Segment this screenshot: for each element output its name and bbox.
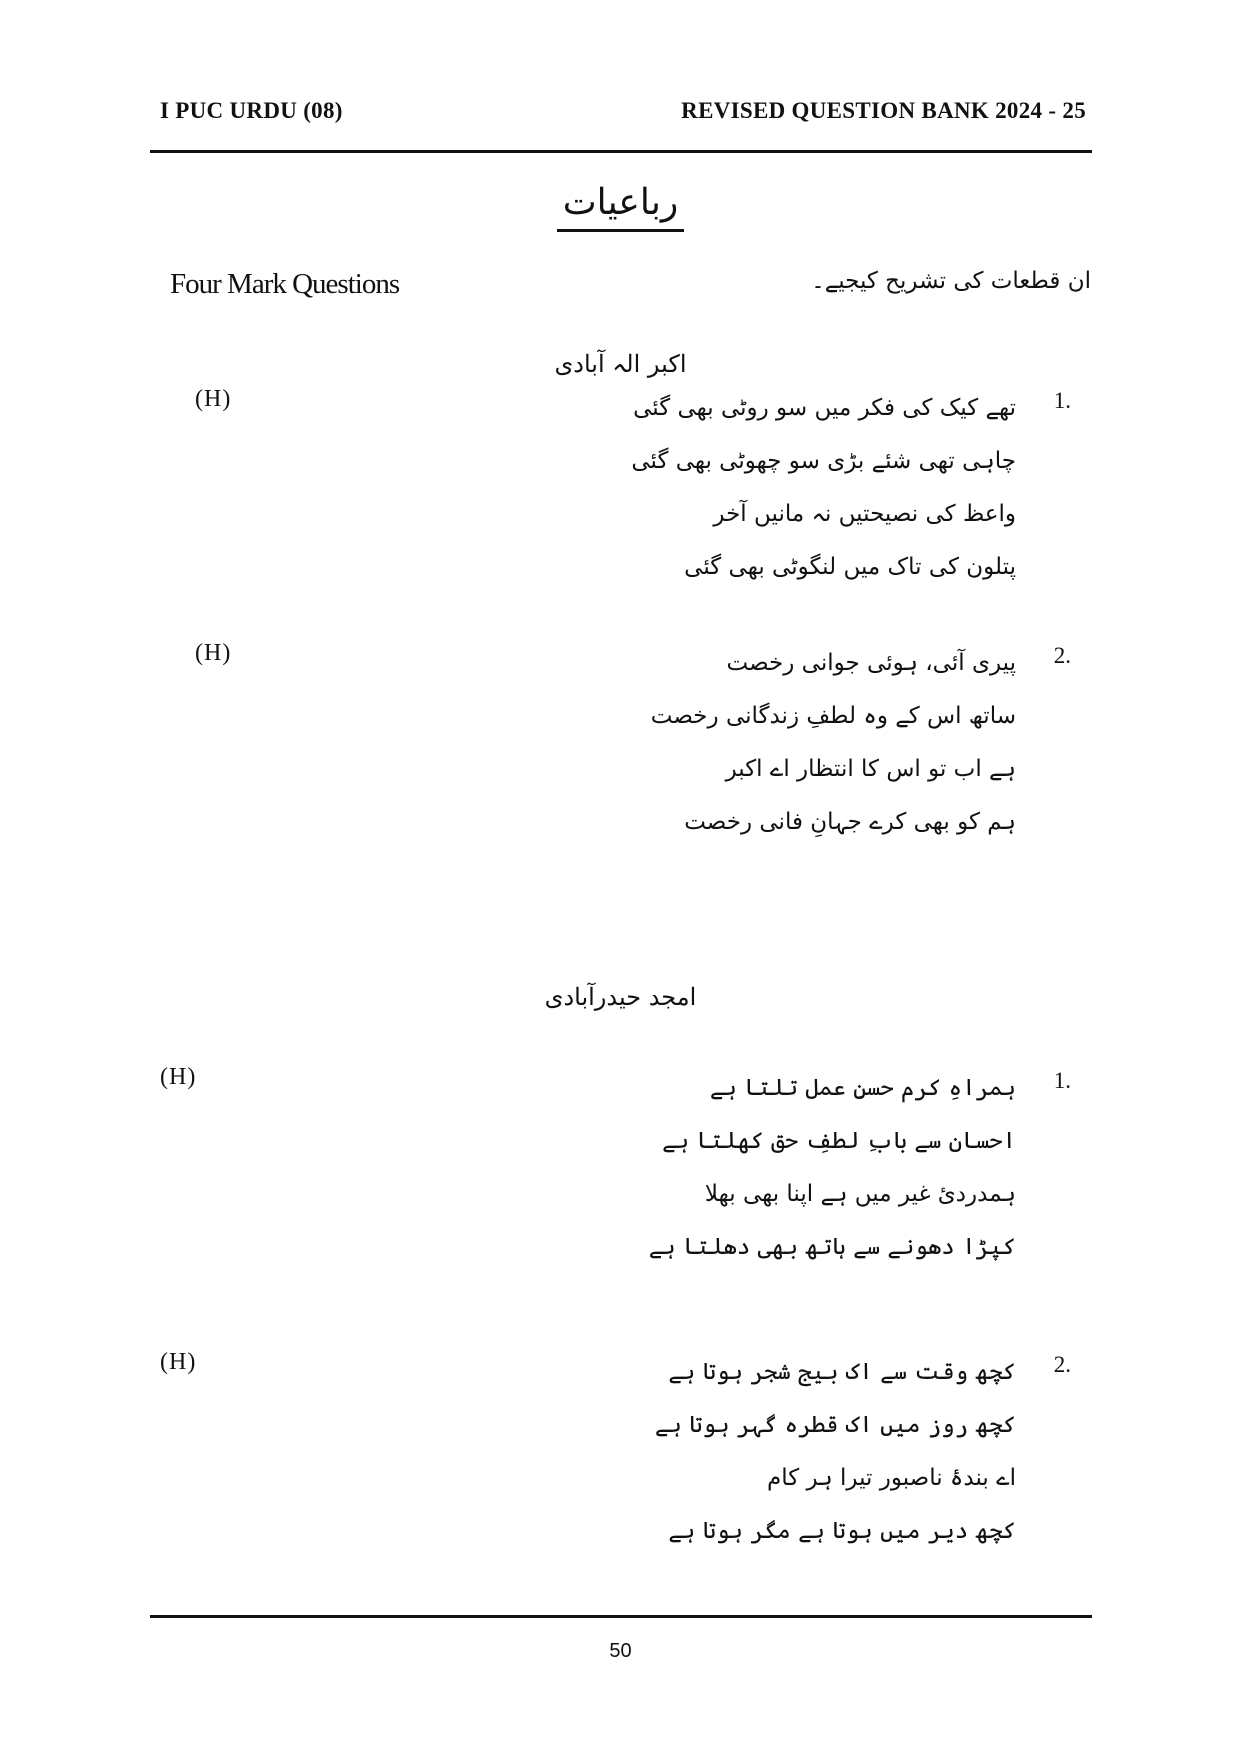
verse-line: پیری آئی، ہوئی جوانی رخصت [726, 650, 1016, 676]
verse-line: پتلون کی تاک میں لنگوٹی بھی گئی [684, 554, 1016, 580]
page-title-text: رباعیات [557, 182, 685, 232]
page-title [0, 182, 1241, 232]
verse-line: ہمراہِ کرم حسنِ عمل تلتا ہے [709, 1075, 1016, 1101]
stanza-number: 2. [1053, 643, 1071, 668]
header-left-text: I PUC URDU (08) [160, 98, 343, 123]
section-label: Four Mark Questions [170, 268, 400, 300]
header-right-text: REVISED QUESTION BANK 2024 - 25 [681, 98, 1086, 123]
verse-line: ہم کو بھی کرے جہانِ فانی رخصت [684, 809, 1016, 835]
stanza-tag: (H) [195, 640, 232, 666]
verse-line: احسان سے بابِ لطفِ حق کھلتا ہے [662, 1128, 1016, 1154]
verse-line: کچھ وقت سے اک بیج شجر ہوتا ہے [668, 1359, 1016, 1385]
stanza-tag: (H) [195, 386, 232, 412]
stanza-number: 1. [1053, 388, 1071, 413]
verse-line: کچھ دیر میں ہوتا ہے مگر ہوتا ہے [668, 1518, 1016, 1544]
stanza-lines [649, 1062, 1016, 1274]
verse-line: کچھ روز میں اک قطرہ گہر ہوتا ہے [654, 1412, 1016, 1438]
header-divider [150, 150, 1092, 153]
verse-line: ہے اب تو اس کا انتظار اے اکبر [725, 756, 1016, 782]
poet-name: امجد حیدرآبادی [544, 983, 697, 1011]
instruction-text: ان قطعات کی تشریح کیجیے۔ [811, 268, 1091, 294]
verse-line: چاہی تھی شئے بڑی سو چھوٹی بھی گئی [631, 448, 1016, 474]
stanza-lines [631, 382, 1016, 594]
stanza-number: 1. [1053, 1068, 1071, 1093]
verse-line: اے بندۂ ناصبور تیرا ہر کام [767, 1465, 1016, 1491]
verse-line: تھے کیک کی فکر میں سو روٹی بھی گئی [633, 395, 1016, 421]
stanza-lines [651, 637, 1016, 849]
footer-divider [150, 1615, 1092, 1618]
stanza-number: 2. [1053, 1352, 1071, 1377]
stanza-tag: (H) [160, 1064, 197, 1090]
poet-name: اکبر الہ آبادی [554, 350, 687, 378]
verse-line: واعظ کی نصیحتیں نہ مانیں آخر [713, 501, 1016, 527]
stanza-lines [655, 1346, 1016, 1558]
verse-line: ساتھ اس کے وہ لطفِ زندگانی رخصت [650, 703, 1016, 729]
page-number: 50 [609, 1640, 632, 1662]
verse-line: ہمدردیٔ غیر میں ہے اپنا بھی بھلا [704, 1181, 1016, 1207]
verse-line: کپڑا دھونے سے ہاتھ بھی دھلتا ہے [648, 1234, 1016, 1260]
stanza-tag: (H) [160, 1349, 197, 1375]
